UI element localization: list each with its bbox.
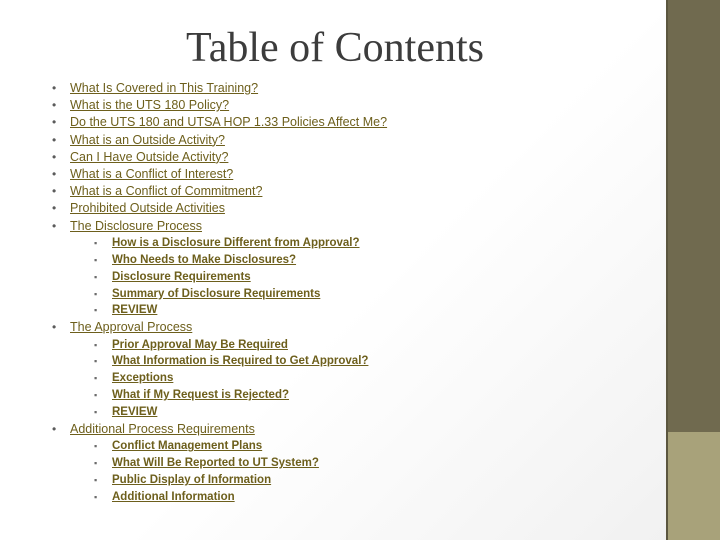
toc-sublink[interactable]: Additional Information xyxy=(112,491,235,504)
toc-subitem xyxy=(70,353,652,370)
sub-bullet-icon: ▪ xyxy=(94,441,98,452)
bullet-icon: • xyxy=(52,98,57,113)
bullet-icon: • xyxy=(52,115,57,130)
bullet-icon: • xyxy=(52,149,57,164)
toc-sublist xyxy=(70,438,652,506)
toc-sublink[interactable]: Summary of Disclosure Requirements xyxy=(112,287,321,300)
sub-bullet-icon: ▪ xyxy=(94,271,98,282)
sub-bullet-icon: ▪ xyxy=(94,407,98,418)
toc-subitem xyxy=(70,455,652,472)
sub-bullet-icon: ▪ xyxy=(94,237,98,248)
right-bar-edge xyxy=(666,0,668,540)
sub-bullet-icon: ▪ xyxy=(94,305,98,316)
toc-subitem xyxy=(70,472,652,489)
bullet-icon: • xyxy=(52,422,57,437)
toc-link[interactable]: What is a Conflict of Interest? xyxy=(70,167,234,182)
sub-bullet-icon: ▪ xyxy=(94,390,98,401)
sub-bullet-icon: ▪ xyxy=(94,373,98,384)
toc-sublink[interactable]: REVIEW xyxy=(112,304,158,317)
toc-subitem xyxy=(70,302,652,319)
bullet-icon: • xyxy=(52,201,57,216)
toc-sublink[interactable]: Who Needs to Make Disclosures? xyxy=(112,253,297,266)
toc-subitem xyxy=(70,235,652,252)
toc-item xyxy=(52,80,652,97)
toc-item xyxy=(52,149,652,166)
bullet-icon: • xyxy=(52,81,57,95)
sub-bullet-icon: ▪ xyxy=(94,475,98,486)
toc-sublist xyxy=(70,235,652,320)
toc-link[interactable]: What is a Conflict of Commitment? xyxy=(70,184,263,199)
toc-subitem xyxy=(70,489,652,506)
bullet-icon: • xyxy=(52,184,57,199)
toc-sublink[interactable]: Public Display of Information xyxy=(112,474,272,487)
toc-link[interactable]: Do the UTS 180 and UTSA HOP 1.33 Policies Affect Me? xyxy=(70,115,388,130)
toc-item xyxy=(52,114,652,131)
sub-bullet-icon: ▪ xyxy=(94,288,98,299)
toc-item xyxy=(52,421,652,506)
sub-bullet-icon: ▪ xyxy=(94,492,98,503)
page-title: Table of Contents xyxy=(186,25,484,71)
toc-subitem xyxy=(70,387,652,404)
toc-item xyxy=(52,132,652,149)
toc-link[interactable]: What is an Outside Activity? xyxy=(70,132,225,147)
bullet-icon: • xyxy=(52,132,57,147)
toc-subitem xyxy=(70,404,652,421)
bullet-icon: • xyxy=(52,167,57,182)
toc-subitem xyxy=(70,337,652,354)
toc-link[interactable]: Can I Have Outside Activity? xyxy=(70,149,229,164)
toc-subitem xyxy=(70,269,652,286)
toc-item xyxy=(52,97,652,114)
toc-item xyxy=(52,166,652,183)
right-decorative-accent xyxy=(666,432,720,540)
table-of-contents-list xyxy=(52,80,652,506)
sub-bullet-icon: ▪ xyxy=(94,339,98,350)
toc-sublink[interactable]: What Will Be Reported to UT System? xyxy=(112,457,319,470)
toc-link[interactable]: Prohibited Outside Activities xyxy=(70,201,225,216)
toc-sublink[interactable]: Disclosure Requirements xyxy=(112,270,251,283)
toc-item xyxy=(52,183,652,200)
toc-item xyxy=(52,218,652,320)
bullet-icon: • xyxy=(52,218,57,233)
toc-sublink[interactable]: REVIEW xyxy=(112,406,158,419)
toc-link[interactable]: The Disclosure Process xyxy=(70,218,202,233)
toc-sublink[interactable]: Prior Approval May Be Required xyxy=(112,338,288,351)
toc-subitem xyxy=(70,438,652,455)
sub-bullet-icon: ▪ xyxy=(94,356,98,367)
toc-link[interactable]: What Is Covered in This Training? xyxy=(70,81,259,95)
toc-sublink[interactable]: What Information is Required to Get Approval? xyxy=(112,355,369,368)
toc-sublink[interactable]: Conflict Management Plans xyxy=(112,440,263,453)
toc-item xyxy=(52,319,652,421)
sub-bullet-icon: ▪ xyxy=(94,458,98,469)
toc-subitem xyxy=(70,252,652,269)
toc-sublink[interactable]: Exceptions xyxy=(112,372,174,385)
toc-subitem xyxy=(70,286,652,303)
toc-link[interactable]: The Approval Process xyxy=(70,320,193,335)
toc-link[interactable]: Additional Process Requirements xyxy=(70,422,255,437)
toc-sublink[interactable]: How is a Disclosure Different from Approval? xyxy=(112,236,360,249)
toc-link[interactable]: What is the UTS 180 Policy? xyxy=(70,98,230,113)
toc-subitem xyxy=(70,370,652,387)
bullet-icon: • xyxy=(52,320,57,335)
toc-sublink[interactable]: What if My Request is Rejected? xyxy=(112,389,290,402)
toc-sublist xyxy=(70,337,652,422)
toc-item xyxy=(52,200,652,217)
sub-bullet-icon: ▪ xyxy=(94,254,98,265)
